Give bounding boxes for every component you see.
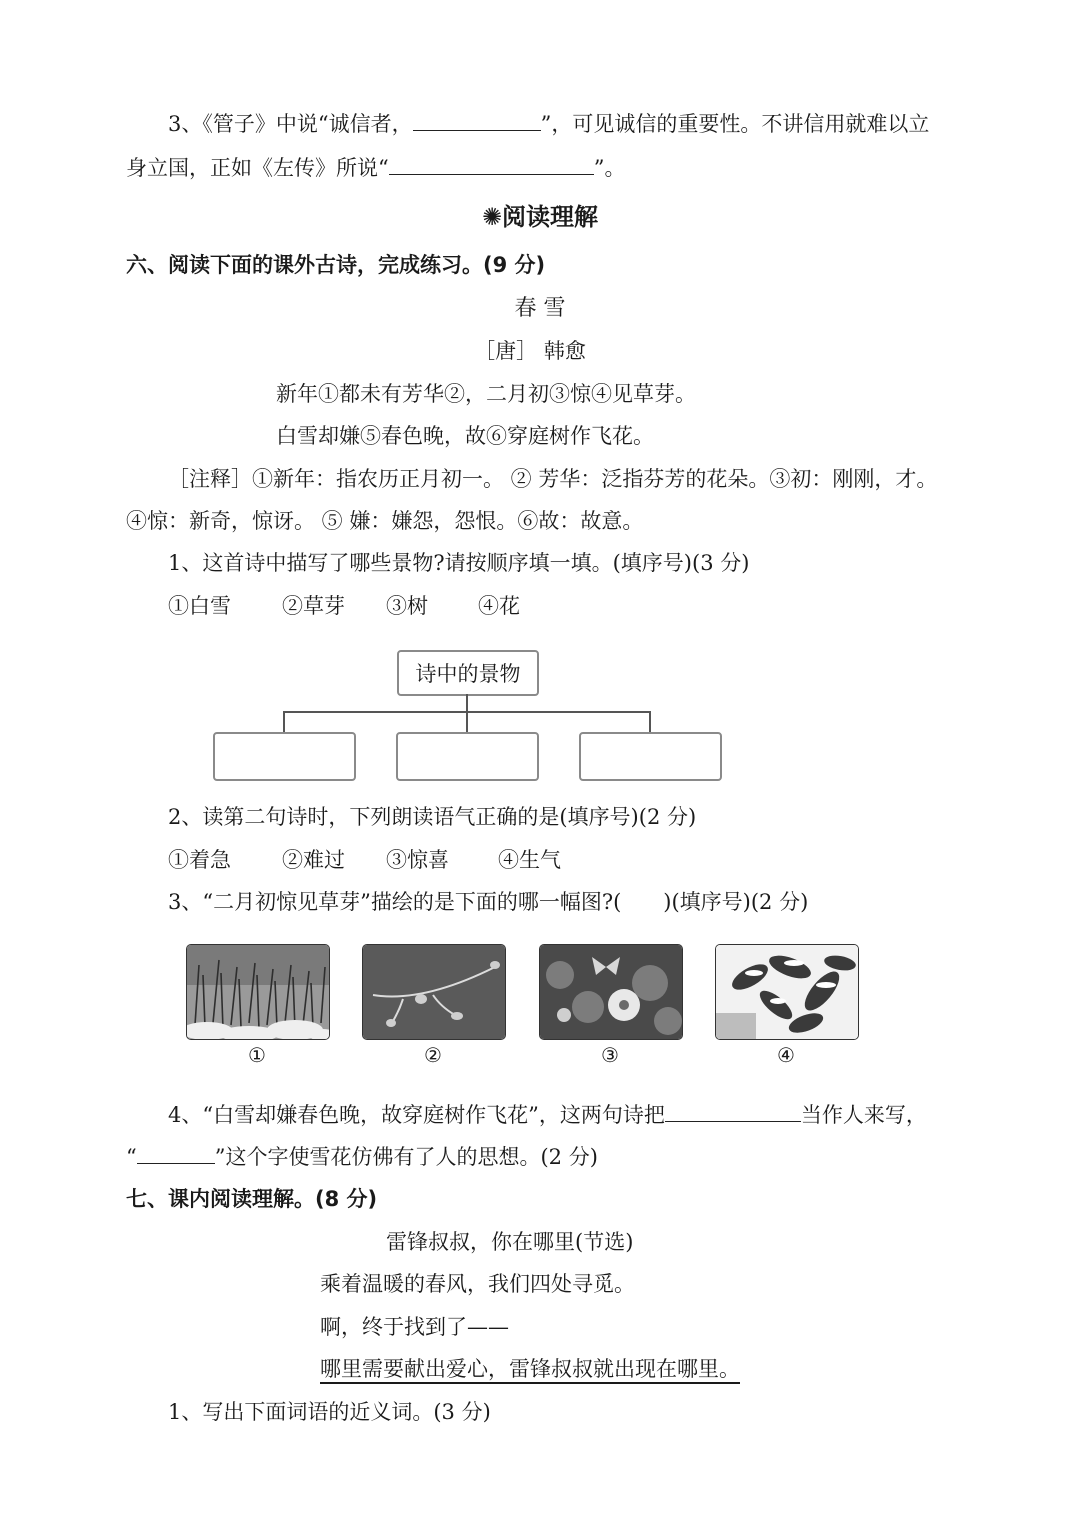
q6-sub4-blank-2[interactable] <box>137 1143 215 1164</box>
notes-line-2: ④惊：新奇，惊讶。 ⑤ 嫌：嫌怨，怨恨。⑥故：故意。 <box>126 509 644 533</box>
diagram-title-text: 诗中的景物 <box>415 662 521 686</box>
poem-author: ［唐］ 韩愈 <box>474 339 586 363</box>
q6-sub4-text-d: ”这个字使雪花仿佛有了人的思想。(2 分) <box>214 1145 598 1169</box>
q6-title: 六、阅读下面的课外古诗，完成练习。(9 分) <box>126 253 546 277</box>
diagram-branch-left <box>283 711 285 733</box>
q6-sub2-option-3: ③惊喜 <box>386 848 449 872</box>
q6-sub4-text-c: “ <box>126 1145 137 1169</box>
q3-line2 <box>126 153 626 183</box>
q7-title: 七、课内阅读理解。(8 分) <box>126 1187 378 1211</box>
q6-sub1-question: 1、这首诗中描写了哪些景物?请按顺序填一填。(填序号)(3 分) <box>168 551 750 575</box>
picture-label-3: ③ <box>601 1043 619 1067</box>
q3-text-c: 身立国，正如《左传》所说“ <box>126 156 389 180</box>
leaves-snow-image <box>716 945 858 1039</box>
flowers-butterfly-image <box>540 945 682 1039</box>
diagram-answer-box-2[interactable] <box>396 732 539 781</box>
q6-sub1-option-1: ①白雪 <box>168 594 231 618</box>
q6-sub2-option-4: ④生气 <box>498 848 561 872</box>
poem-title: 春 雪 <box>514 296 566 321</box>
picture-branch-buds[interactable] <box>362 944 506 1040</box>
q3-text-b: ”，可见诚信的重要性。不讲信用就难以立 <box>540 112 930 136</box>
picture-label-4: ④ <box>777 1043 795 1067</box>
q6-sub4-line1 <box>168 1100 927 1130</box>
picture-label-2: ② <box>424 1043 442 1067</box>
poem-line-1: 新年①都未有芳华②，二月初③惊④见草芽。 <box>276 382 696 406</box>
q7-passage-line-2: 啊，终于找到了—— <box>320 1315 509 1339</box>
q6-sub4-text-a: 4、“白雪却嫌春色晚，故穿庭树作飞花”，这两句诗把 <box>168 1103 665 1127</box>
q6-sub4-blank-1[interactable] <box>665 1101 801 1122</box>
q3-blank-1[interactable] <box>413 110 541 131</box>
q3-text-d: ”。 <box>593 156 626 180</box>
picture-label-1: ① <box>248 1043 266 1067</box>
branch-buds-image <box>363 945 505 1039</box>
q7-passage-line-3: 哪里需要献出爱心，雷锋叔叔就出现在哪里。 <box>320 1357 740 1381</box>
q6-sub2-option-1: ①着急 <box>168 848 231 872</box>
q6-sub4-line2 <box>126 1142 598 1172</box>
q6-sub2-question: 2、读第二句诗时，下列朗读语气正确的是(填序号)(2 分) <box>168 805 697 829</box>
diagram-branch-right <box>649 711 651 733</box>
q6-sub4-text-b: 当作人来写， <box>800 1103 927 1127</box>
q6-sub1-option-4: ④花 <box>478 594 520 618</box>
q3-line1 <box>168 109 929 139</box>
section-title: ✺阅读理解 <box>481 203 599 231</box>
grass-sprouts-image <box>187 945 329 1039</box>
picture-leaves-snow[interactable] <box>715 944 859 1040</box>
q3-text-a: 3、《管子》中说“诚信者， <box>168 112 413 136</box>
q6-sub3-question: 3、“二月初惊见草芽”描绘的是下面的哪一幅图?( )(填序号)(2 分) <box>168 890 809 914</box>
picture-grass-sprouts[interactable] <box>186 944 330 1040</box>
notes-line-1: ［注释］①新年：指农历正月初一。 ② 芳华：泛指芬芳的花朵。③初：刚刚，才。 <box>168 467 938 491</box>
q7-passage-title: 雷锋叔叔，你在哪里(节选) <box>386 1230 634 1254</box>
diagram-branch-middle <box>466 711 468 733</box>
diagram-answer-box-1[interactable] <box>213 732 356 781</box>
q6-sub1-option-3: ③树 <box>386 594 428 618</box>
q7-sub1-question: 1、写出下面词语的近义词。(3 分) <box>168 1400 491 1424</box>
q7-passage-line-1: 乘着温暖的春风，我们四处寻觅。 <box>320 1272 635 1296</box>
q6-sub2-option-2: ②难过 <box>282 848 345 872</box>
q3-blank-2[interactable] <box>389 154 594 175</box>
diagram-stem <box>466 694 468 712</box>
diagram-answer-box-3[interactable] <box>579 732 722 781</box>
poem-line-2: 白雪却嫌⑤春色晚，故⑥穿庭树作飞花。 <box>276 424 654 448</box>
picture-flowers-butterfly[interactable] <box>539 944 683 1040</box>
q6-sub1-option-2: ②草芽 <box>282 594 345 618</box>
diagram-title-box <box>397 650 539 696</box>
